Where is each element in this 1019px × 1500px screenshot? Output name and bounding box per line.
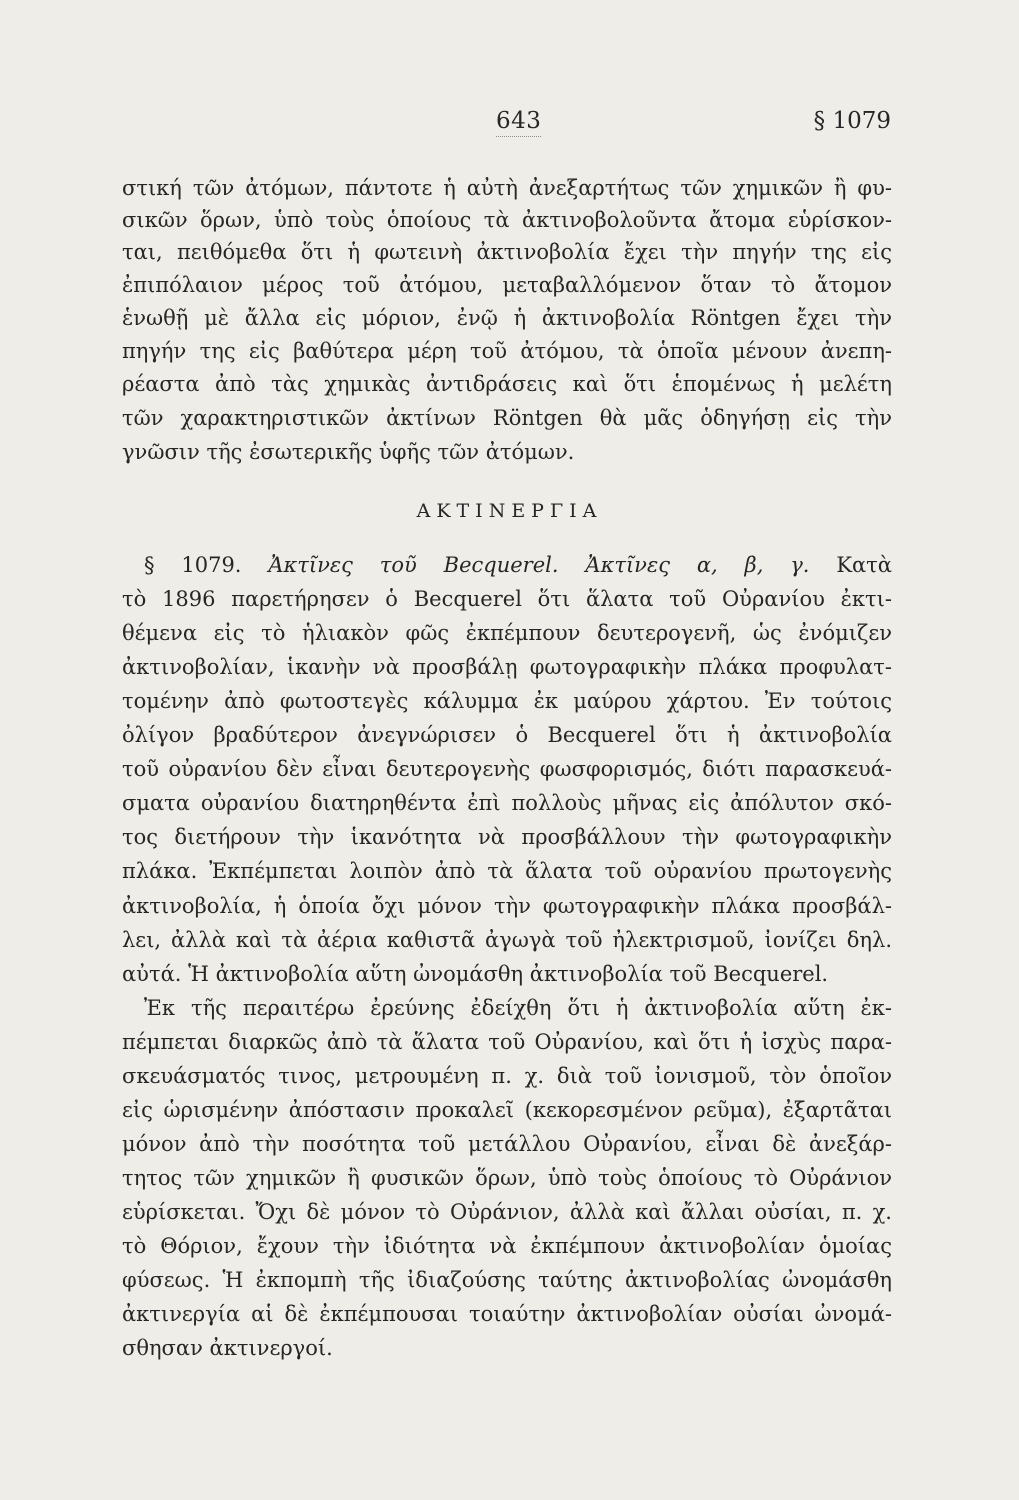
section-heading: ΑΚΤΙΝΕΡΓΙΑ xyxy=(416,500,603,522)
page-number: 643 xyxy=(496,108,541,137)
text-line: Ἐκ τῆς περαιτέρω ἐρεύνης ἐδείχθη ὅτι ἡ ἀκτινοβολία αὕτη ἐκ- xyxy=(144,996,892,1020)
text-line: ἀκτινεργία αἱ δὲ ἐκπέμπουσαι τοιαύτην ἀκτινοβολίαν οὐσίαι ὠνομά- xyxy=(122,1302,892,1326)
text-line: πηγήν της εἰς βαθύτερα μέρη τοῦ ἀτόμου, τὰ ὁποῖα μένουν ἀνεπη- xyxy=(122,339,892,363)
text-line: τὸ 1896 παρετήρησεν ὁ Becquerel ὅτι ἅλατα τοῦ Οὐρανίου ἐκτι- xyxy=(122,587,892,611)
text-line: τὸ Θόριον, ἔχουν τὴν ἰδιότητα νὰ ἐκπέμπουν ἀκτινοβολίαν ὁμοίας xyxy=(122,1234,892,1258)
text-line: ται, πειθόμεθα ὅτι ἡ φωτεινὴ ἀκτινοβολία ἔχει τὴν πηγήν της εἰς xyxy=(122,240,892,264)
text-line: ἐπιπόλαιον μέρος τοῦ ἀτόμου, μεταβαλλόμενον ὅταν τὸ ἄτομον xyxy=(122,273,892,297)
text-line: ἀκτινοβολίαν, ἱκανὴν νὰ προσβάλῃ φωτογραφικὴν πλάκα προφυλατ- xyxy=(122,655,892,679)
section-number: § 1079. xyxy=(144,553,242,577)
section-title-continuation: Κατὰ xyxy=(836,553,892,577)
text-line: ρέαστα ἀπὸ τὰς χημικὰς ἀντιδράσεις καὶ ὅτι ἑπομένως ἡ μελέτη xyxy=(122,372,892,396)
text-line: σματα οὐρανίου διατηρηθέντα ἐπὶ πολλοὺς μῆνας εἰς ἀπόλυτον σκό- xyxy=(122,791,892,815)
text-line: τομένην ἀπὸ φωτοστεγὲς κάλυμμα ἐκ μαύρου χάρτου. Ἐν τούτοις xyxy=(122,689,892,713)
section-title-line xyxy=(144,550,892,580)
text-line: στική τῶν ἀτόμων, πάντοτε ἡ αὐτὴ ἀνεξαρτήτως τῶν χημικῶν ἢ φυ- xyxy=(122,176,892,200)
section-reference: § 1079 xyxy=(813,108,891,134)
text-line: ἑνωθῇ μὲ ἄλλα εἰς μόριον, ἐνῷ ἡ ἀκτινοβολία Röntgen ἔχει τὴν xyxy=(122,306,892,330)
text-line: λει, ἀλλὰ καὶ τὰ ἀέρια καθιστᾶ ἀγωγὰ τοῦ ἠλεκτρισμοῦ, ἰονίζει δηλ. xyxy=(122,928,892,952)
text-line: μόνον ἀπὸ τὴν ποσότητα τοῦ μετάλλου Οὐρανίου, εἶναι δὲ ἀνεξάρ- xyxy=(122,1132,892,1156)
section-title: Ἀκτῖνες τοῦ Becquerel. Ἀκτῖνες α, β, γ. xyxy=(268,553,810,577)
text-line: εἰς ὡρισμένην ἀπόστασιν προκαλεῖ (κεκορεσμένον ρεῦμα), ἐξαρτᾶται xyxy=(122,1098,892,1122)
text-line: τῶν χαρακτηριστικῶν ἀκτίνων Röntgen θὰ μᾶς ὁδηγήσῃ εἰς τὴν xyxy=(122,406,892,430)
text-line: εὑρίσκεται. Ὄχι δὲ μόνον τὸ Οὐράνιον, ἀλλὰ καὶ ἄλλαι οὐσίαι, π. χ. xyxy=(122,1200,892,1224)
text-line: σθησαν ἀκτινεργοί. xyxy=(122,1336,333,1360)
text-line: ἀκτινοβολία, ἡ ὁποία ὄχι μόνον τὴν φωτογραφικὴν πλάκα προσβάλ- xyxy=(122,894,892,918)
text-line: τοῦ οὐρανίου δὲν εἶναι δευτερογενὴς φωσφορισμός, διότι παρασκευά- xyxy=(122,757,892,781)
text-line: πλάκα. Ἐκπέμπεται λοιπὸν ἀπὸ τὰ ἅλατα τοῦ οὐρανίου πρωτογενὴς xyxy=(122,859,892,883)
text-line: σκευάσματός τινος, μετρουμένη π. χ. διὰ τοῦ ἰονισμοῦ, τὸν ὁποῖον xyxy=(122,1064,892,1088)
text-line: πέμπεται διαρκῶς ἀπὸ τὰ ἅλατα τοῦ Οὐρανίου, καὶ ὅτι ἡ ἰσχὺς παρα- xyxy=(122,1030,892,1054)
text-line: θέμενα εἰς τὸ ἡλιακὸν φῶς ἐκπέμπουν δευτερογενῆ, ὡς ἐνόμιζεν xyxy=(122,621,892,645)
page-header xyxy=(0,108,1019,148)
text-line: ὀλίγον βραδύτερον ἀνεγνώρισεν ὁ Becquerel ὅτι ἡ ἀκτινοβολία xyxy=(122,723,892,747)
text-line: τητος τῶν χημικῶν ἢ φυσικῶν ὅρων, ὑπὸ τοὺς ὁποίους τὸ Οὐράνιον xyxy=(122,1166,892,1190)
text-line: αὐτά. Ἡ ἀκτινοβολία αὕτη ὠνομάσθη ἀκτινοβολία τοῦ Becquerel. xyxy=(122,962,829,986)
text-line: φύσεως. Ἡ ἐκπομπὴ τῆς ἰδιαζούσης ταύτης ἀκτινοβολίας ὠνομάσθη xyxy=(122,1268,892,1292)
text-line: τος διετήρουν τὴν ἱκανότητα νὰ προσβάλλουν τὴν φωτογραφικὴν xyxy=(122,825,892,849)
text-line: σικῶν ὅρων, ὑπὸ τοὺς ὁποίους τὰ ἀκτινοβολοῦντα ἄτομα εὑρίσκον- xyxy=(122,208,892,232)
text-line: γνῶσιν τῆς ἐσωτερικῆς ὑφῆς τῶν ἀτόμων. xyxy=(122,440,575,464)
